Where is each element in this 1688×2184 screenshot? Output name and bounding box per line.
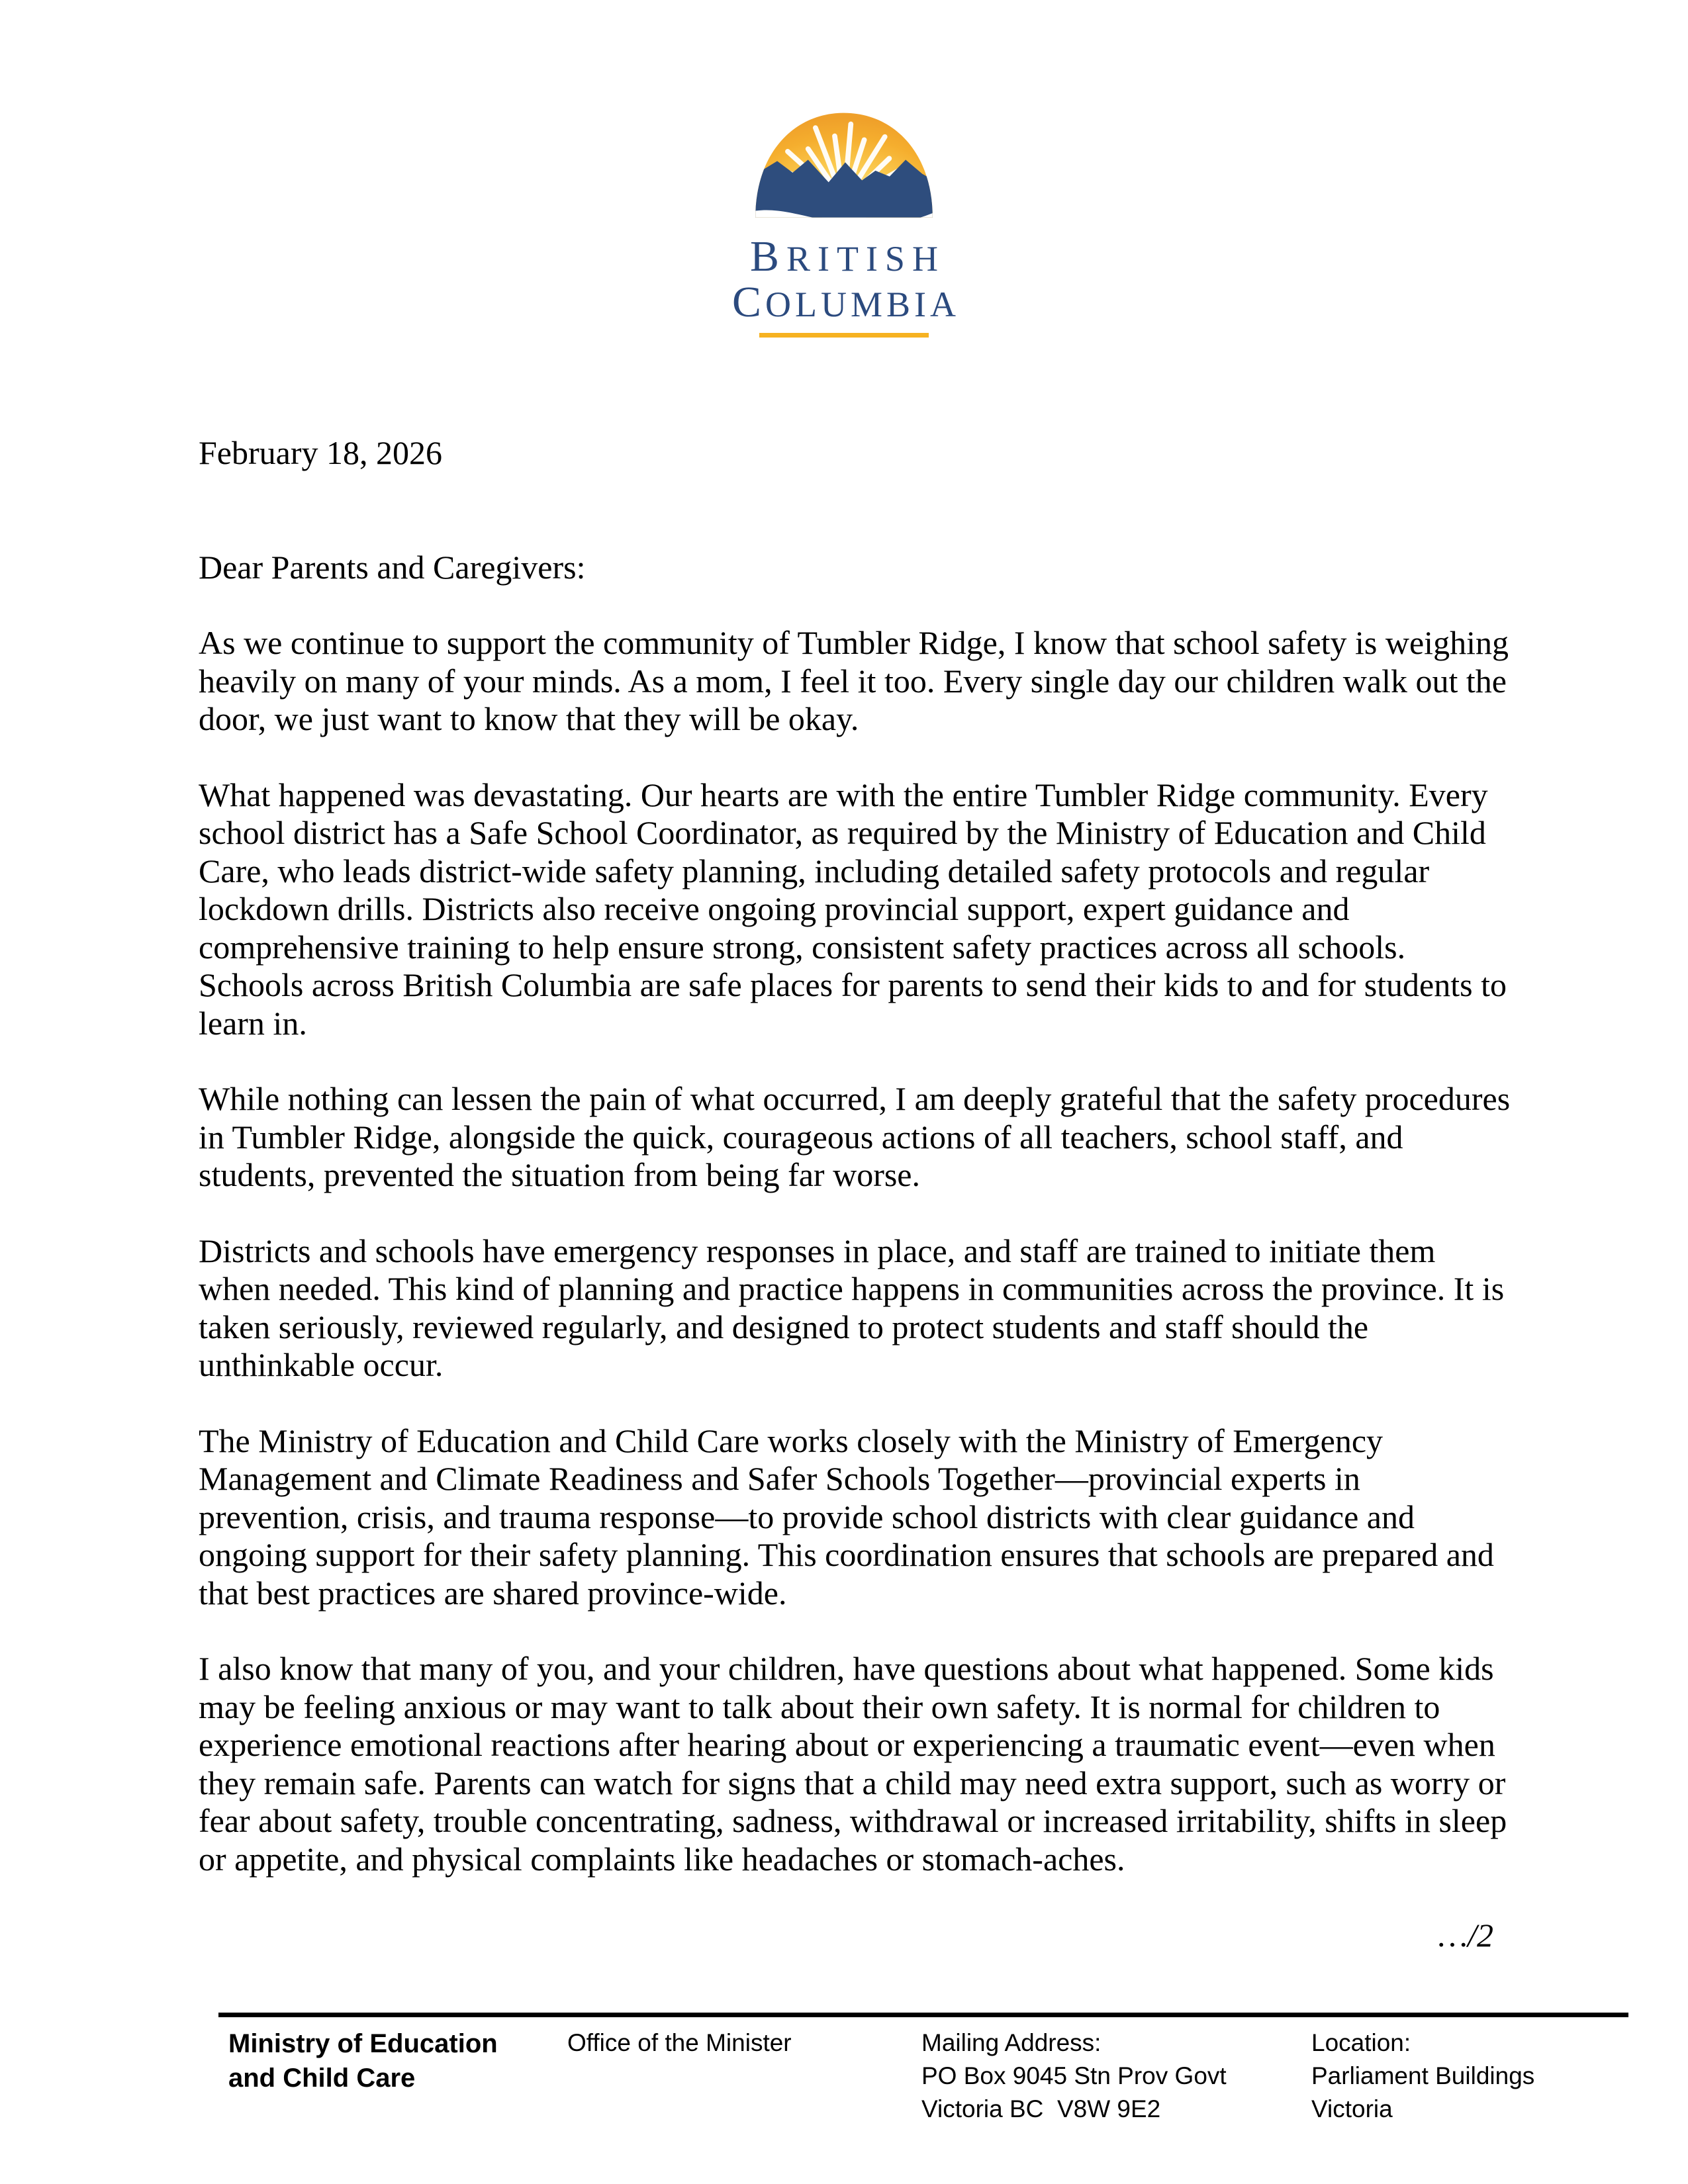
footer-location xyxy=(1311,2026,1534,2126)
letter-paragraph: While nothing can lessen the pain of what occurred, I am deeply grateful that the safety procedures in Tumbler Ridge, alongside the quick, courageous actions of all teachers, school staff, and students, prevented the situation from being far worse. xyxy=(199,1080,1511,1193)
footer-mailing-line2: Victoria BC V8W 9E2 xyxy=(921,2095,1161,2122)
letter-paragraph: As we continue to support the community of Tumbler Ridge, I know that school safety is weighing heavily on many of your minds. As a mom, I feel it too. Every single day our children walk out the door, we just want to know that they will be okay. xyxy=(199,624,1509,737)
footer-office xyxy=(567,2026,792,2060)
letter-paragraph: I also know that many of you, and your children, have questions about what happened. Some kids may be feeling anxious or may want to talk about their own safety. It is normal for children to experience emotional reactions after hearing about or experiencing a traumatic event—even when they remain safe. Parents can watch for signs that a child may need extra support, such as worry or fear about safety, trouble concentrating, sadness, withdrawal or increased irritability, shifts in sleep or appetite, and physical complaints like headaches or stomach-aches. xyxy=(199,1650,1507,1878)
footer-ministry-name xyxy=(228,2026,498,2095)
letter-salutation: Dear Parents and Caregivers: xyxy=(199,548,586,586)
footer-mailing-line1: PO Box 9045 Stn Prov Govt xyxy=(921,2062,1227,2089)
footer-location-line1: Parliament Buildings xyxy=(1311,2062,1535,2089)
footer-mailing-address xyxy=(921,2026,1227,2126)
bc-sunburst-mountains-icon xyxy=(747,105,941,233)
letter-body xyxy=(199,434,1512,1955)
bc-government-logo xyxy=(0,105,1688,338)
bc-wordmark-line2: COLUMBIA xyxy=(732,277,960,326)
footer-ministry-line2: and Child Care xyxy=(228,2064,416,2093)
footer-ministry-line1: Ministry of Education xyxy=(228,2029,498,2058)
footer-location-line2: Victoria xyxy=(1311,2095,1393,2122)
page-continuation-marker: …/2 xyxy=(1438,1917,1493,1954)
letter-paragraph: What happened was devastating. Our hearts are with the entire Tumbler Ridge community. Every school district has a Safe School Coordinator, as required by the Ministry of Education and Child Care, who leads district-wide safety planning, including detailed safety protocols and regular lockdown drills. Districts also receive ongoing provincial support, expert guidance and comprehensive training to help ensure strong, consistent safety practices across all schools. Schools across British Columbia are safe places for parents to send their kids to and for students to learn in. xyxy=(199,776,1507,1042)
bc-wordmark xyxy=(0,234,1688,325)
letter-paragraph: The Ministry of Education and Child Care works closely with the Ministry of Emergency Management and Climate Readiness and Safer Schools Together—provincial experts in prevention, crisis, and trauma response—to provide school districts with clear guidance and ongoing support for their safety planning. This coordination ensures that schools are prepared and that best practices are shared province-wide. xyxy=(199,1422,1494,1612)
letter-date: February 18, 2026 xyxy=(199,434,442,471)
footer-location-label: Location: xyxy=(1311,2029,1411,2056)
footer-divider xyxy=(218,2013,1628,2017)
footer-mailing-label: Mailing Address: xyxy=(921,2029,1102,2056)
bc-wordmark-line1: BRITISH xyxy=(750,232,945,281)
footer-office-label: Office of the Minister xyxy=(567,2029,792,2056)
bc-wordmark-underline xyxy=(759,333,929,338)
letter-paragraph: Districts and schools have emergency responses in place, and staff are trained to initiate them when needed. This kind of planning and practice happens in communities across the province. It is taken seriously, reviewed regularly, and designed to protect students and staff should the unthinkable occur. xyxy=(199,1232,1505,1383)
